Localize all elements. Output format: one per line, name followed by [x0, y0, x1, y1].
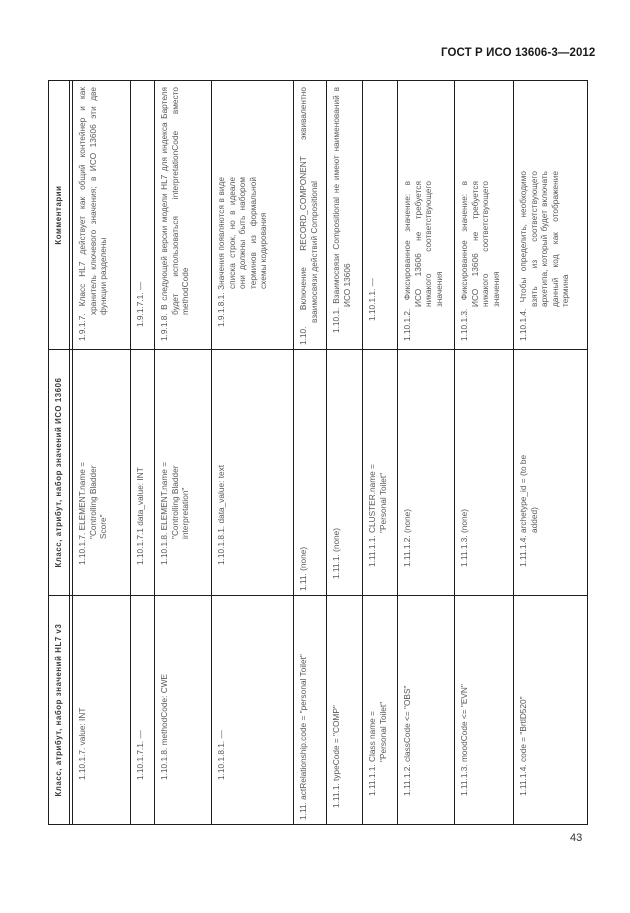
column-header-comments: Комментарии [49, 81, 70, 350]
column-header-hl7: Класс, атрибут, набор значений HL7 v3 [49, 596, 70, 825]
mapping-table [48, 80, 588, 825]
comment-cell: 1.9.1.8.1. Значения появляются в виде списка строк, но в идеале они должны быть набором терминов из формальной схемы кодирования [216, 177, 269, 327]
iso-cell: 1.11.1.3. (none) [459, 509, 469, 567]
document-standard-header: ГОСТ Р ИСО 13606-3—2012 [441, 47, 596, 59]
iso-cell: 1.11.1. (none) [331, 527, 341, 579]
table-row [294, 81, 327, 825]
iso-cell: 1.10.1.7. ELEMENT.name = "Controlling Bladder Score" [77, 461, 109, 565]
hl7-cell: 1.11.1.1. Class name = "Personal Toilet" [367, 701, 388, 796]
hl7-cell: 1.10.1.7.1. — [135, 730, 145, 780]
iso-cell: 1.10.1.7.1 data_value: INT [135, 467, 145, 565]
comment-cell: 1.10.1. Взаимосвязи Compositional не имеют наименований в ИСО 13606 [331, 87, 352, 333]
iso-cell: 1.11.1.1. CLUSTER.name = "Personal Toilet" [367, 464, 388, 567]
table-row [514, 81, 588, 825]
iso-cell: 1.10.1.8.1. data_value: text [216, 464, 226, 565]
column-header-iso13606: Класс, атрибут, набор значений ИСО 13606 [49, 350, 70, 596]
hl7-cell: 1.11.1.3. moodCode <= "EVN" [459, 684, 469, 796]
rotated-table-container [48, 81, 586, 825]
hl7-cell: 1.10.1.7. value: INT [77, 707, 87, 780]
hl7-cell: 1.10.1.8. methodCode: CWE [159, 673, 169, 780]
comment-cell: 1.9.1.8. В следующей версии модели HL7 для индекса Бартеля будет использоваться interpretationCode вместо methodCode [159, 87, 191, 341]
table-header-row [49, 81, 70, 825]
table-row [398, 81, 455, 825]
iso-cell: 1.11.1.4. archetype_id = (to be added) [518, 454, 539, 567]
hl7-cell: 1.11.1.4. code = "BrtlD520" [518, 696, 528, 796]
page-number: 43 [570, 832, 583, 844]
comment-cell: 1.10.1.3. Фиксированное значение: в ИСО 13606 не требуется никакого соответствующего значения [459, 181, 501, 341]
table-row [131, 81, 155, 825]
table-row [327, 81, 363, 825]
comment-cell: 1.9.1.7. Класс HL7 действует как общий контейнер и как хранитель ключевого значения; в ИСО 13606 эти две функции разделены [77, 87, 109, 341]
comment-cell: 1.10.1.1. — [367, 278, 377, 321]
table-row [73, 81, 131, 825]
hl7-cell: 1.11. actRelationship.code = "personal Toilet" [298, 654, 308, 820]
iso-cell: 1.11. (none) [298, 546, 308, 591]
hl7-cell: 1.10.1.8.1. — [216, 730, 226, 780]
iso-cell: 1.10.1.8. ELEMENT.name = "Controlling Bladder interpretation" [159, 461, 191, 565]
table-row [155, 81, 212, 825]
comment-cell: 1.10.1.2. Фиксированное значение: в ИСО 13606 не требуется никакого соответствующего значения [402, 181, 444, 341]
table-row [455, 81, 514, 825]
hl7-cell: 1.11.1.2. classCode <= "OBS" [402, 685, 412, 796]
comment-cell: 1.9.1.7.1. — [135, 281, 145, 327]
comment-cell: 1.10. Включение RECORD_COMPONENT эквивалентно взаимосвязи действий Compositional [298, 87, 319, 345]
comment-cell: 1.10.1.4. Чтобы определить, необходимо взять из соответствующего архетипа, который будет включать данный код как отображение термина [518, 171, 571, 341]
hl7-cell: 1.11.1. typeCode = "COMP" [331, 705, 341, 808]
table-row [212, 81, 294, 825]
iso-cell: 1.11.1.2. (none) [402, 509, 412, 567]
table-row [363, 81, 398, 825]
